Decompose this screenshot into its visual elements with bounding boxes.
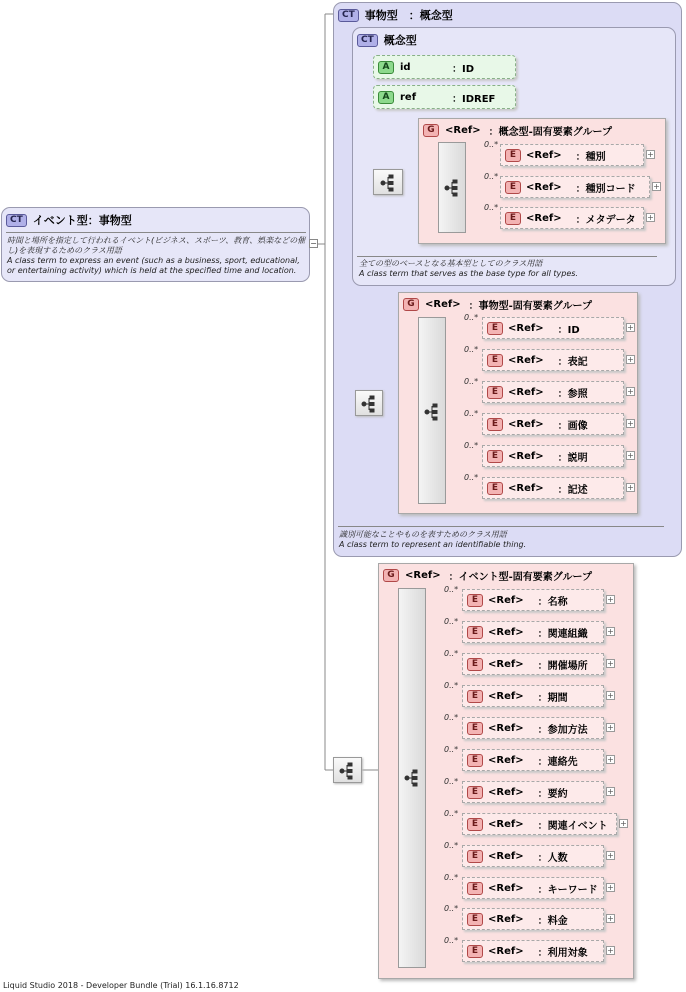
- element-ryokin[interactable]: [462, 908, 614, 930]
- element-ref: <Ref>: [526, 181, 562, 193]
- element-yoyaku[interactable]: [462, 781, 614, 803]
- element-kijutsu[interactable]: [482, 477, 634, 499]
- expand-icon[interactable]: +: [627, 387, 634, 396]
- expand-icon[interactable]: +: [627, 451, 634, 460]
- element-icon: E: [467, 913, 483, 926]
- doc-separator: [338, 526, 664, 527]
- attribute-type: ：ID: [452, 63, 475, 75]
- element-name: ：関連組織: [537, 628, 588, 640]
- event-type-doc-en: A class term to express an event (such as a business, sport, educational, or entertaining activity) which is held at the specified time and location.: [7, 256, 300, 275]
- element-icon: E: [467, 690, 483, 703]
- occurrence-label: 0..*: [444, 809, 459, 818]
- expand-icon[interactable]: +: [647, 150, 654, 159]
- element-ref: <Ref>: [508, 482, 544, 494]
- group-name: ：イベント型-固有要素グループ: [448, 571, 592, 583]
- element-icon: E: [487, 418, 503, 431]
- element-icon: E: [487, 354, 503, 367]
- element-icon: E: [467, 594, 483, 607]
- occurrence-label: 0..*: [464, 377, 479, 386]
- element-ref: <Ref>: [488, 754, 524, 766]
- sequence-compositor-bar: [438, 142, 466, 233]
- footer-text: Liquid Studio 2018 - Developer Bundle (Trial) 16.1.16.8712: [3, 981, 239, 990]
- occurrence-label: 0..*: [484, 172, 499, 181]
- element-name: ：参照: [557, 388, 588, 400]
- expand-icon[interactable]: +: [627, 355, 634, 364]
- element-ref: <Ref>: [488, 786, 524, 798]
- concept-type-doc-en: A class term that serves as the base type for all types.: [359, 269, 578, 278]
- occurrence-label: 0..*: [444, 585, 459, 594]
- element-name: ：開催場所: [537, 660, 588, 672]
- element-ref: <Ref>: [508, 418, 544, 430]
- element-name: ：期間: [537, 692, 568, 704]
- occurrence-label: 0..*: [444, 617, 459, 626]
- expand-icon[interactable]: +: [607, 595, 614, 604]
- occurrence-label: 0..*: [464, 473, 479, 482]
- group-icon: G: [403, 298, 419, 311]
- element-ref: <Ref>: [508, 386, 544, 398]
- element-ref: <Ref>: [488, 722, 524, 734]
- thing-type-title: 事物型 ：概念型: [364, 9, 453, 22]
- element-name: ：記述: [557, 484, 588, 496]
- element-ref: <Ref>: [488, 850, 524, 862]
- expand-icon[interactable]: +: [607, 914, 614, 923]
- expand-icon[interactable]: +: [607, 787, 614, 796]
- element-meisho[interactable]: [462, 589, 614, 611]
- occurrence-label: 0..*: [464, 441, 479, 450]
- element-ref: <Ref>: [488, 594, 524, 606]
- group-icon: G: [423, 124, 439, 137]
- expand-icon[interactable]: +: [620, 819, 627, 828]
- element-ref: <Ref>: [488, 913, 524, 925]
- element-icon: E: [467, 850, 483, 863]
- expand-icon[interactable]: +: [607, 946, 614, 955]
- expand-icon[interactable]: +: [607, 723, 614, 732]
- element-kikan[interactable]: [462, 685, 614, 707]
- element-icon: E: [467, 754, 483, 767]
- element-ref: <Ref>: [526, 212, 562, 224]
- sequence-compositor-bar: [418, 317, 446, 504]
- element-ninzu[interactable]: [462, 845, 614, 867]
- element-metadata[interactable]: [500, 207, 654, 229]
- sequence-compositor-icon[interactable]: [333, 757, 362, 783]
- complex-type-icon: CT: [338, 9, 359, 22]
- expand-icon[interactable]: +: [627, 483, 634, 492]
- occurrence-label: 0..*: [444, 777, 459, 786]
- occurrence-label: 0..*: [444, 841, 459, 850]
- occurrence-label: 0..*: [464, 409, 479, 418]
- attribute-type: ：IDREF: [452, 93, 496, 105]
- expand-icon[interactable]: +: [607, 627, 614, 636]
- element-name: ：人数: [537, 852, 568, 864]
- expand-icon[interactable]: +: [653, 182, 660, 191]
- occurrence-label: 0..*: [464, 345, 479, 354]
- element-name: ：説明: [557, 452, 588, 464]
- element-name: ：料金: [537, 915, 568, 927]
- group-ref: <Ref>: [405, 569, 441, 581]
- element-sansho[interactable]: [482, 381, 634, 403]
- element-ref: <Ref>: [508, 322, 544, 334]
- element-icon: E: [467, 882, 483, 895]
- element-setsumei[interactable]: [482, 445, 634, 467]
- expand-icon[interactable]: +: [647, 213, 654, 222]
- element-name: ：種別: [575, 151, 606, 163]
- element-name: ：連絡先: [537, 756, 578, 768]
- element-renrakusaki[interactable]: [462, 749, 614, 771]
- concept-type-title: 概念型: [383, 34, 417, 47]
- attribute-ref[interactable]: [373, 85, 516, 109]
- doc-separator: [357, 256, 657, 257]
- element-kanren-soshiki[interactable]: [462, 621, 614, 643]
- occurrence-label: 0..*: [444, 873, 459, 882]
- event-type-doc-ja: 時間と場所を指定して行われるイベント(ビジネス、スポーツ、教育、娯楽などの催し)を表現するためのクラス用語: [7, 236, 306, 255]
- element-hyoki[interactable]: [482, 349, 634, 371]
- element-gazo[interactable]: [482, 413, 634, 435]
- element-name: ：関連イベント: [537, 820, 608, 832]
- element-riyo-taisho[interactable]: [462, 940, 614, 962]
- element-name: ：ID: [557, 324, 580, 336]
- element-icon: E: [487, 386, 503, 399]
- occurrence-label: 0..*: [484, 140, 499, 149]
- element-kanren-event[interactable]: [462, 813, 627, 835]
- expand-icon[interactable]: +: [607, 755, 614, 764]
- element-icon: E: [467, 945, 483, 958]
- expand-icon[interactable]: +: [627, 323, 634, 332]
- expand-icon[interactable]: +: [607, 851, 614, 860]
- element-name: ：参加方法: [537, 724, 588, 736]
- element-icon: E: [467, 626, 483, 639]
- element-ref: <Ref>: [508, 450, 544, 462]
- element-ref: <Ref>: [526, 149, 562, 161]
- element-icon: E: [467, 818, 483, 831]
- element-shubetsu-code[interactable]: [500, 176, 660, 198]
- occurrence-label: 0..*: [444, 936, 459, 945]
- attribute-icon: A: [378, 91, 394, 104]
- element-icon: E: [467, 722, 483, 735]
- element-name: ：表記: [557, 356, 588, 368]
- occurrence-label: 0..*: [444, 745, 459, 754]
- event-type-node[interactable]: [1, 207, 310, 282]
- attribute-name: id: [400, 61, 411, 73]
- element-name: ：名称: [537, 596, 568, 608]
- occurrence-label: 0..*: [444, 713, 459, 722]
- occurrence-label: 0..*: [444, 681, 459, 690]
- element-icon: E: [505, 149, 521, 162]
- element-ref: <Ref>: [488, 945, 524, 957]
- element-icon: E: [467, 786, 483, 799]
- complex-type-icon: CT: [357, 34, 378, 47]
- group-name: ：事物型-固有要素グループ: [468, 300, 592, 312]
- concept-type-doc-ja: 全ての型のベースとなる基本型としてのクラス用語: [359, 259, 543, 268]
- sequence-compositor-bar: [398, 588, 426, 968]
- doc-separator: [6, 232, 306, 233]
- element-ref: <Ref>: [488, 690, 524, 702]
- attribute-icon: A: [378, 61, 394, 74]
- element-icon: E: [467, 658, 483, 671]
- element-icon: E: [487, 450, 503, 463]
- element-icon: E: [487, 322, 503, 335]
- group-icon: G: [383, 569, 399, 582]
- group-ref: <Ref>: [445, 124, 481, 136]
- element-keyword[interactable]: [462, 877, 614, 899]
- element-icon: E: [505, 212, 521, 225]
- complex-type-icon: CT: [6, 214, 27, 227]
- element-kaisai-basho[interactable]: [462, 653, 614, 675]
- element-name: ：キーワード: [537, 884, 598, 896]
- element-name: ：種別コード: [575, 183, 636, 195]
- element-name: ：画像: [557, 420, 588, 432]
- element-ref: <Ref>: [488, 626, 524, 638]
- expand-icon[interactable]: +: [607, 659, 614, 668]
- expand-icon[interactable]: +: [607, 691, 614, 700]
- group-name: ：概念型-固有要素グループ: [488, 126, 612, 138]
- element-sanka-hoho[interactable]: [462, 717, 614, 739]
- element-name: ：メタデータ: [575, 214, 636, 226]
- element-ref: <Ref>: [488, 882, 524, 894]
- element-shubetsu[interactable]: [500, 144, 654, 166]
- occurrence-label: 0..*: [444, 649, 459, 658]
- collapse-toggle-icon[interactable]: −: [310, 239, 317, 248]
- element-name: ：要約: [537, 788, 568, 800]
- thing-type-doc-en: A class term to represent an identifiable thing.: [339, 540, 527, 549]
- group-ref: <Ref>: [425, 298, 461, 310]
- element-ref: <Ref>: [488, 658, 524, 670]
- sequence-compositor-icon[interactable]: [355, 390, 383, 416]
- event-type-title: イベント型：事物型: [32, 214, 132, 227]
- occurrence-label: 0..*: [444, 904, 459, 913]
- expand-icon[interactable]: +: [607, 883, 614, 892]
- element-icon: E: [505, 181, 521, 194]
- sequence-compositor-icon[interactable]: [373, 169, 403, 195]
- element-ref: <Ref>: [508, 354, 544, 366]
- attribute-id[interactable]: [373, 55, 516, 79]
- thing-type-doc-ja: 識別可能なことやものを表すためのクラス用語: [339, 530, 507, 539]
- occurrence-label: 0..*: [484, 203, 499, 212]
- element-icon: E: [487, 482, 503, 495]
- element-id[interactable]: [482, 317, 634, 339]
- expand-icon[interactable]: +: [627, 419, 634, 428]
- element-name: ：利用対象: [537, 947, 588, 959]
- element-ref: <Ref>: [488, 818, 524, 830]
- attribute-name: ref: [400, 91, 417, 103]
- occurrence-label: 0..*: [464, 313, 479, 322]
